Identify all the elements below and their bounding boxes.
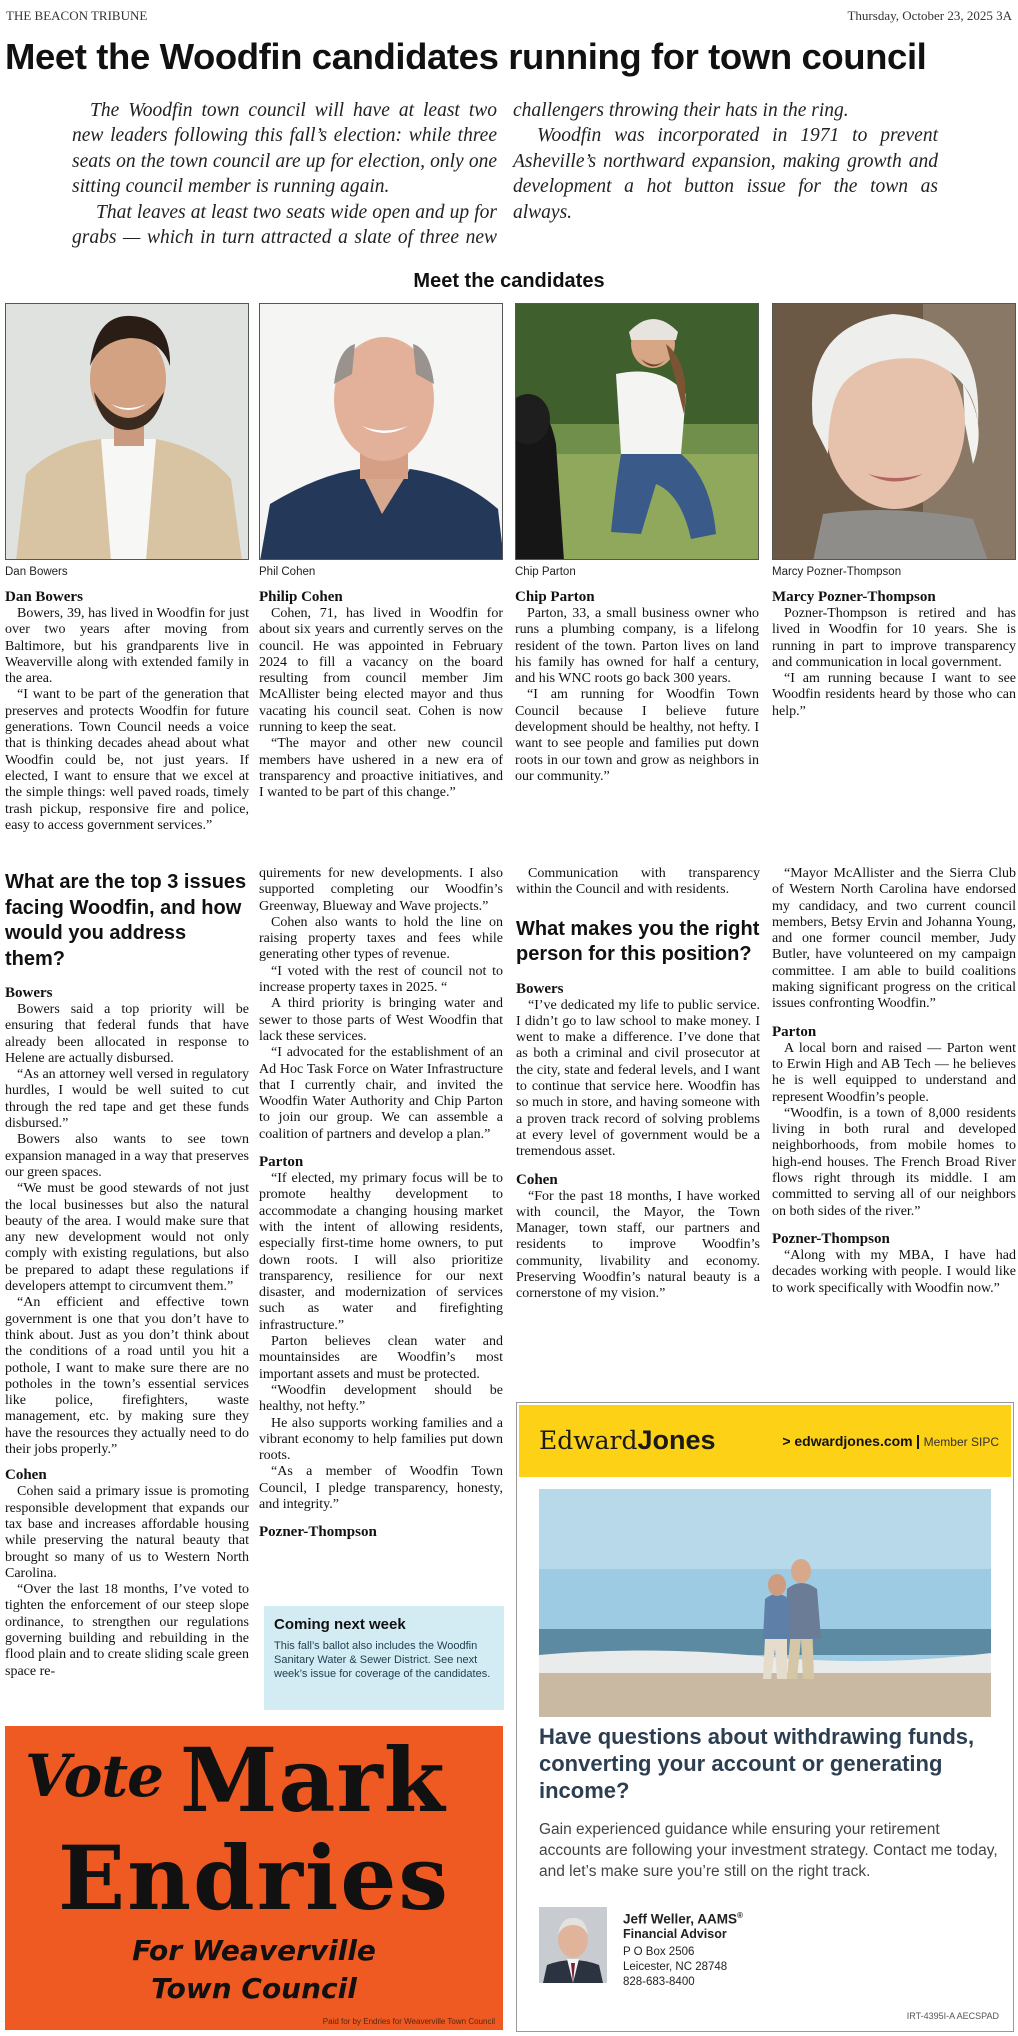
intro-paragraph: Woodfin was incorporated in 1971 to prevent Asheville’s northward expansion, making growth and development a hot button issue for the town as always. [513,125,938,223]
answer-paragraph: “Woodfin, is a town of 8,000 residents living in both rural and developed neighborhoods, from mobile homes to high-end houses. The French Broad River flows right through its middle. I am committed to serving all of our neighbors on both sides of the river.” [772,1105,1016,1219]
vote-word: Vote [25,1742,164,1810]
dateline: Thursday, October 23, 2025 3A [847,8,1012,23]
paid-for-notice: Paid for by Endries for Weaverville Town Council [322,2017,495,2026]
answer-paragraph: “If elected, my primary focus will be to promote healthy development to accommodate a changing housing market with the intent of allowing residents, especially first-time home owners, to put down roots. I will also prioritize transparency, resilience for our next disaster, and modernization of services such as water and firefighting infrastructure.” [259,1171,503,1333]
position-column [516,866,760,1303]
website-link[interactable]: > edwardjones.com [782,1433,913,1449]
advisor-photo [539,1907,607,1983]
bio-chip-parton [515,588,759,785]
photo-dan-bowers [5,303,249,560]
answer-paragraph: Communication with transparency within the Council and with residents. [516,866,760,898]
answer-paragraph: “Woodfin development should be healthy, not hefty.” [259,1382,503,1415]
edward-jones-logo [539,1425,716,1456]
bio-name: Marcy Pozner-Thompson [772,589,936,605]
advisor-role: Financial Advisor [623,1926,727,1941]
answer-paragraph: Bowers also wants to see town expansion managed in a way that preserves our green spaces. [5,1132,249,1180]
answer-paragraph: quirements for new developments. I also supported completing our Woodfin’s Greenway, Blueway and Wave projects.” [259,866,503,914]
intro [72,98,938,258]
photo-caption: Phil Cohen [259,566,316,578]
member-sipc: Member SIPC [917,1435,999,1449]
answer-paragraph: Parton believes clean water and mountainsides are Woodfin’s most important assets and must be protected. [259,1334,503,1382]
photo-caption: Dan Bowers [5,566,68,578]
coming-next-box [264,1606,504,1710]
intro-paragraph: That leaves at least two seats wide open and up for grabs — which in turn attracted a slate of three new challengers throwing their hats in the ring. [72,100,849,249]
answer-paragraph: Bowers said a top priority will be ensuring that federal funds that have already been allocated in response to Helene are actually disbursed. [5,1002,249,1066]
bio-marcy-pozner-thompson [772,588,1016,720]
paper-name: THE BEACON TRIBUNE [6,8,148,23]
ad-beach-photo [539,1489,991,1717]
bio-dan-bowers [5,588,249,834]
photo-chip-parton [515,303,759,560]
photo-phil-cohen [259,303,503,560]
ad-office-line: For Weaverville [132,1934,376,1967]
brand-first: Edward [539,1426,638,1455]
answer-label: Pozner-Thompson [259,1524,377,1541]
advisor-address-1: P O Box 2506 [623,1945,695,1958]
answer-paragraph: “As a member of Woodfin Town Council, I pledge transparency, honesty, and integrity.” [259,1464,503,1512]
answer-paragraph: “I voted with the rest of council not to increase property taxes in 2025. “ [259,963,503,996]
answer-label: Parton [772,1023,817,1040]
answer-paragraph: Cohen also wants to hold the line on raising property taxes and fees while generating other types of revenue. [259,914,503,963]
answer-label: Cohen [5,1467,47,1484]
answer-label: Cohen [516,1171,558,1188]
advisor-address-2: Leicester, NC 28748 [623,1960,728,1973]
photo-marcy-pozner-thompson [772,303,1016,560]
answer-paragraph: “Along with my MBA, I have had decades working with people. I would like to work specifically with Woodfin now.” [772,1247,1016,1296]
answer-paragraph: “For the past 18 months, I have worked with council, the Mayor, the Town Manager, town staff, our partners and residents to improve Woodfin’s community, livability and economy. Preserving Woodfin’s natural beauty is a cornerstone of my vision.” [516,1188,760,1302]
advisor-info [623,1911,743,1990]
answer-label: Bowers [516,980,564,997]
coming-next-body: This fall’s ballot also includes the Woodfin Sanitary Water & Sewer District. See next week’s issue for coverage of the candidates. [274,1640,491,1680]
ad-website[interactable] [782,1433,999,1449]
coming-next-title: Coming next week [274,1616,406,1633]
ad-body: Gain experienced guidance while ensuring your retirement accounts are following your investment strategy. Contact me today, and let’s make sure you’re still on the right track. [539,1821,998,1880]
candidate-last-name: Endries [58,1826,450,1930]
candidate-first-name: Mark [180,1728,446,1832]
masthead [6,8,1012,28]
ad-code: IRT-4395I-A AECSPAD [906,2011,999,2021]
bio-paragraph: Pozner-Thompson is retired and has lived in Woodfin for 10 years. She is running in part to improve transparency and communication in local government. [772,606,1016,670]
photo-caption: Marcy Pozner-Thompson [772,566,902,578]
position-column-2 [772,866,1016,1297]
bio-paragraph: Bowers, 39, has lived in Woodfin for just over two years after moving from Baltimore, but his grandparents live in Weaverville along with extended family in the area. [5,606,249,687]
answer-paragraph: “I’ve dedicated my life to public service. I didn’t go to law school to make money. I went to make a difference. I’ve done that as both a criminal and civil prosecutor at the city, state and federal levels, and I want to continue that service here. Woodfin has so much in store, and having someone with a proven track record of solving problems at every level of government would be a tremendous asset. [516,997,760,1160]
answer-paragraph: A local born and raised — Parton went to Erwin High and AB Tech — he believes he is well equipped to understand and represent Woodfin’s people. [772,1040,1016,1105]
bio-paragraph: Parton, 33, a small business owner who runs a plumbing company, is a lifelong resident of the town. Parton lives on land his family has owned for half a century, and his WNC roots go back 300 years. [515,606,759,687]
answer-paragraph: Cohen said a primary issue is promoting responsible development that expands our tax base and increases affordable housing while preserving the natural beauty that brought so many of us to Western North Carolina. [5,1484,249,1581]
advisor-name [623,1911,743,1927]
answer-paragraph: “I advocated for the establishment of an Ad Hoc Task Force on Water Infrastructure that I currently chair, and invited the Woodfin Water Authority and Chip Parton to join our group. We can assemble a coalition of partners and develop a plan.” [259,1045,503,1142]
answer-paragraph: “Mayor McAllister and the Sierra Club of Western North Carolina have endorsed my candidacy, and two current council members, Betsy Ervin and Johanna Young, and one former council member, Judy Butler, have volunteered on my campaign committee. I am able to build coalitions making significant progress on the critical issues confronting Woodfin.” [772,866,1016,1012]
bio-name: Dan Bowers [5,589,83,605]
ad-question: Have questions about withdrawing funds, converting your account or generating income? [539,1724,975,1803]
answer-paragraph: “An efficient and effective town government is one that you don’t have to think about. Just as you don’t think about the conditions of a road until you hit a pothole, I want to make sure there are no potholes in the town’s essential services like police, firefighters, waste management, etc. by making sure they have the resources they actually need to do their jobs properly.” [5,1295,249,1458]
headline: Meet the Woodfin candidates running for town council [5,36,927,77]
brand-second: Jones [637,1425,716,1455]
ad-office [5,1932,503,2008]
position-heading: What makes you the right person for this position? [516,917,760,966]
answer-label: Bowers [5,985,53,1001]
vote-endries-ad [5,1726,503,2030]
answer-label: Parton [259,1154,304,1171]
advisor-mark: ® [737,1911,743,1920]
answer-paragraph: “Over the last 18 months, I’ve voted to tighten the enforcement of our steep slope ordinance, to strengthen our regulations governing building and rebuilding in the flood plain and to create sliding scale green space re- [5,1582,249,1679]
bio-name: Chip Parton [515,589,595,605]
bio-philip-cohen [259,588,503,802]
answer-paragraph: He also supports working families and a vibrant economy to help families put down roots. [259,1415,503,1464]
answer-label: Pozner-Thompson [772,1230,890,1247]
bio-name: Philip Cohen [259,589,343,605]
advisor-name-text: Jeff Weller, AAMS [623,1911,738,1927]
bio-paragraph: “I am running for Woodfin Town Council because I believe future development should be healthy, not hefty. I want to see people and families put down roots in our town and grow as neighbors in our community.” [515,687,759,784]
issues-column-1 [5,866,249,1680]
answer-paragraph: “We must be good stewards of not just the local businesses but also the natural beauty of the area. I would make sure that any new development would not only comply with existing regulations, but also be prepared to adapt these regulations if developers attempt to circumvent them.” [5,1181,249,1295]
advisor-phone[interactable]: 828-683-8400 [623,1975,695,1988]
photo-caption: Chip Parton [515,566,576,578]
section-title: Meet the candidates [413,270,605,292]
answer-paragraph: “As an attorney well versed in regulatory hurdles, I would be well suited to cut through the red tape and get these funds disbursed.” [5,1067,249,1132]
bio-paragraph: “I want to be part of the generation that preserves and protects Woodfin for future generations. Town Council needs a voice that is thinking decades ahead about what Woodfin could be, not just years. If elected, I want to ensure that we excel at the simple things: well paved roads, timely trash pickup, responsive fire and police, easy to access government services.” [5,687,249,833]
intro-paragraph: The Woodfin town council will have at least two new leaders following this fall’s election: while three seats on the town council are up for election, only one sitting council member is running again. [72,100,497,198]
ad-office-line: Town Council [151,1972,357,2005]
issues-column-2 [259,866,503,1541]
edward-jones-ad [516,1402,1014,2032]
bio-paragraph: “The mayor and other new council members have ushered in a new era of transparency and proactive initiatives, and I wanted to be part of this change.” [259,736,503,801]
bio-paragraph: Cohen, 71, has lived in Woodfin for about six years and currently serves on the council. He was appointed in February 2024 to fill a vacancy on the board resulting from council member Jim McAllister being elected mayor and thus vacating his council seat. Cohen is now running to keep the seat. [259,606,503,736]
bio-paragraph: “I am running because I want to see Woodfin residents heard by those who can help.” [772,671,1016,719]
answer-paragraph: A third priority is bringing water and sewer to those parts of West Woodfin that lack these services. [259,996,503,1044]
issues-heading: What are the top 3 issues facing Woodfin, and how would you address them? [5,871,247,970]
